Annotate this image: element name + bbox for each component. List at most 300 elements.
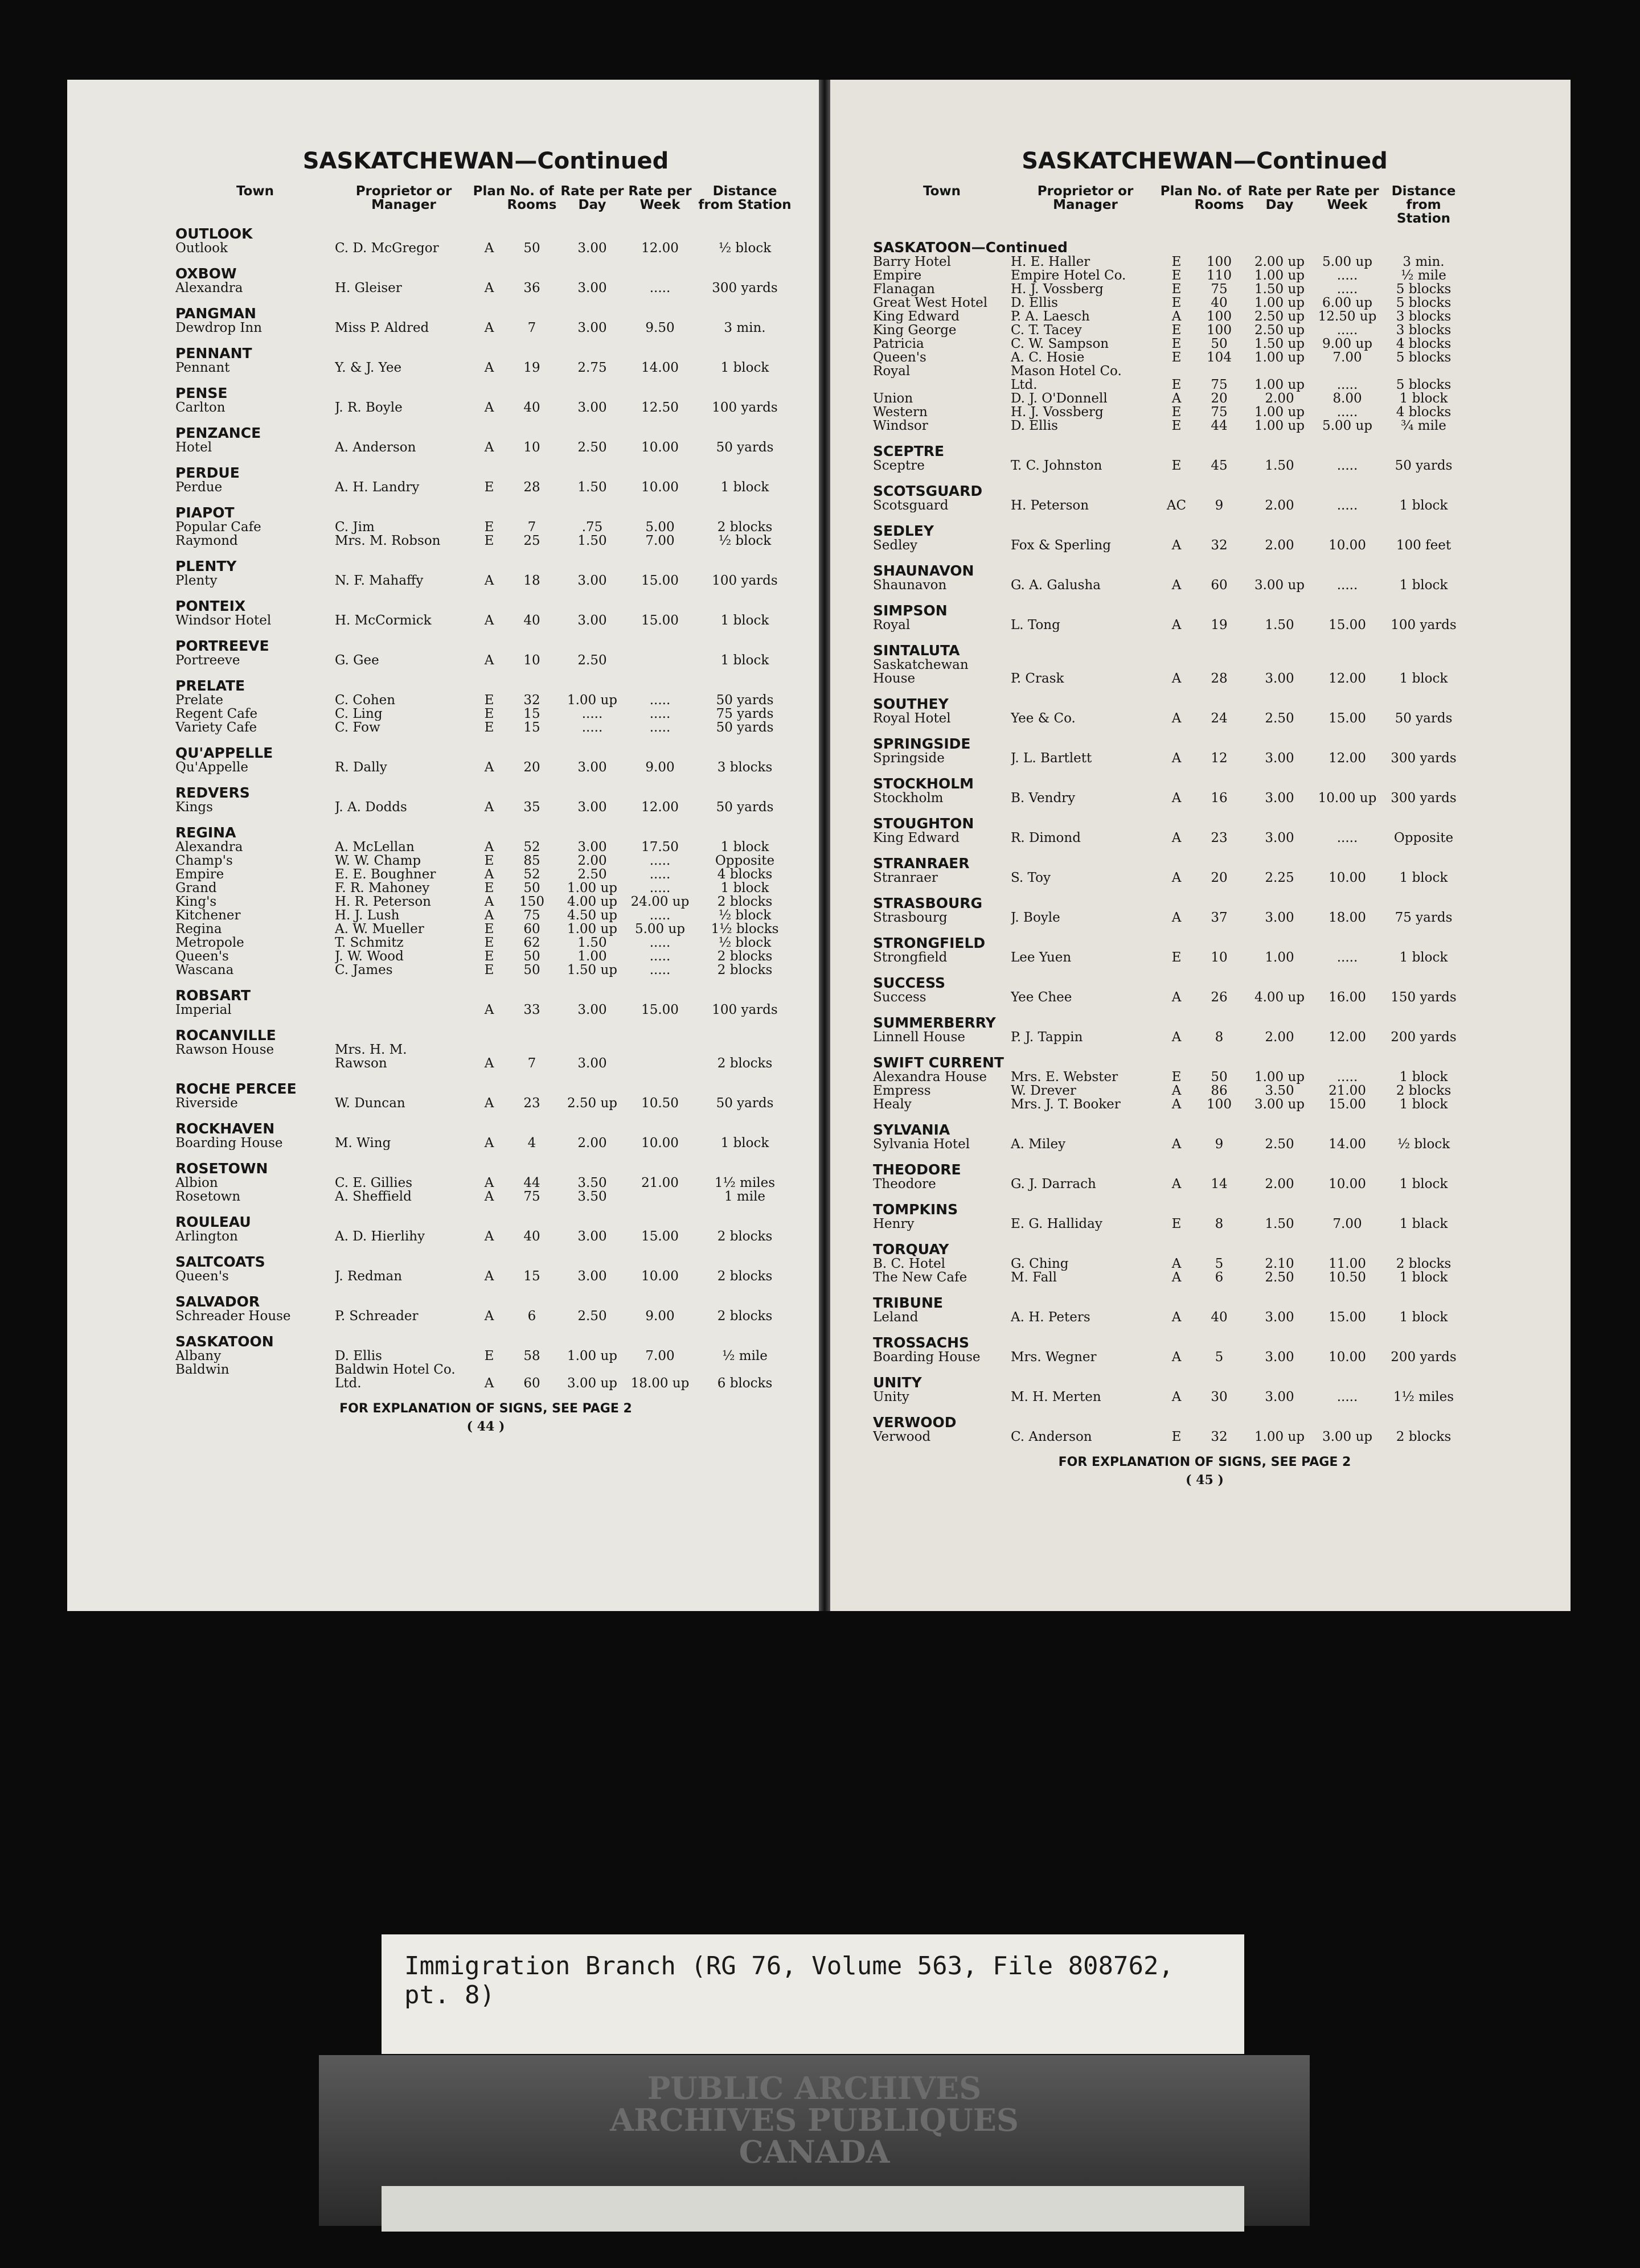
rooms: 100 [1207, 310, 1232, 323]
rate-per-week: 9.50 [645, 321, 675, 335]
town-section [175, 1082, 796, 1110]
plan: A [484, 1230, 494, 1243]
plan: E [1171, 282, 1182, 296]
distance: 2 blocks [717, 963, 773, 977]
proprietor: Baldwin Hotel Co. [335, 1363, 456, 1377]
rate-per-week: ..... [1336, 951, 1358, 964]
rate-per-week: ..... [649, 854, 671, 868]
plan: A [484, 761, 494, 774]
right-page [830, 80, 1571, 1611]
proprietor: P. Crask [1011, 672, 1064, 685]
hotel-name: Henry [873, 1217, 915, 1231]
plan: A [484, 361, 494, 375]
book-spine [819, 80, 830, 1611]
rate-per-day: 1.50 [1265, 1217, 1294, 1231]
rooms: 60 [1211, 578, 1228, 592]
proprietor: A. C. Hosie [1011, 351, 1085, 364]
rate-per-day: 2.50 [577, 868, 607, 881]
town-name: ROCHE PERCEE [175, 1080, 297, 1097]
distance: 2 blocks [717, 1057, 773, 1070]
distance: 2 blocks [1396, 1084, 1452, 1098]
distance: ½ mile [1401, 269, 1446, 282]
plan: A [1171, 1030, 1182, 1044]
hotel-row [873, 323, 1536, 337]
hotel-row [873, 672, 1536, 685]
town-section [175, 1028, 796, 1070]
hotel-row [175, 1363, 796, 1377]
distance: 3 min. [724, 321, 766, 335]
col-distance: Distance from Station [698, 184, 792, 212]
proprietor: Empire Hotel Co. [1011, 269, 1126, 282]
plan: A [1171, 618, 1182, 632]
rooms: 4 [527, 1136, 536, 1150]
plan: A [1171, 1310, 1182, 1324]
proprietor: A. Anderson [335, 441, 416, 454]
hotel-name: Empress [873, 1084, 931, 1098]
hotel-row [175, 241, 796, 255]
town-name: STOUGHTON [873, 815, 974, 832]
plan: A [484, 840, 494, 854]
plan: A [1171, 1271, 1182, 1284]
hotel-row [175, 761, 796, 774]
hotel-name: Union [873, 392, 913, 405]
hotel-row [873, 1030, 1536, 1044]
town-name: PENNANT [175, 345, 252, 361]
rooms: 100 [1207, 1098, 1232, 1111]
hotel-name: Kitchener [175, 909, 241, 922]
hotel-name: Imperial [175, 1003, 232, 1017]
town-name: SINTALUTA [873, 642, 960, 659]
rate-per-day: ..... [581, 707, 603, 721]
town-section [175, 506, 796, 548]
distance: 100 yards [712, 1003, 778, 1017]
rate-per-week: 12.50 [641, 401, 679, 414]
rate-per-week [1314, 364, 1381, 378]
rooms: 10 [523, 654, 540, 667]
rate-per-week: ..... [1336, 1390, 1358, 1404]
col-rooms: No. of Rooms [1194, 184, 1244, 212]
rate-per-day: 2.00 up [1254, 255, 1305, 269]
proprietor: A. McLellan [335, 840, 415, 854]
page-header: SASKATCHEWAN—Continued [1022, 148, 1388, 174]
plan: A [1171, 1257, 1182, 1271]
rate-per-week: ..... [1336, 405, 1358, 419]
rate-per-week: ..... [1336, 282, 1358, 296]
town-section [873, 1123, 1536, 1151]
hotel-name: Stockholm [873, 791, 944, 805]
proprietor: Rawson [335, 1057, 387, 1070]
rate-per-week: 21.00 [1329, 1084, 1366, 1098]
rooms: 50 [523, 963, 540, 977]
rate-per-day: 1.00 up [567, 693, 618, 707]
plan: E [1171, 296, 1182, 310]
hotel-row [175, 1349, 796, 1363]
proprietor: P. Schreader [335, 1309, 419, 1323]
proprietor: Y. & J. Yee [335, 361, 402, 375]
rate-per-day: 1.00 up [1254, 1430, 1305, 1444]
proprietor: G. J. Darrach [1011, 1177, 1096, 1191]
rate-per-week: ..... [1336, 499, 1358, 512]
rate-per-week: 14.00 [641, 361, 679, 375]
rate-per-day: 3.50 [1265, 1084, 1294, 1098]
plan: A [484, 895, 494, 909]
rate-per-week: 9.00 [645, 1309, 675, 1323]
proprietor [335, 1003, 473, 1017]
rate-per-day: 1.50 up [1254, 282, 1305, 296]
distance: 50 yards [1395, 712, 1453, 725]
rooms: 12 [1211, 751, 1228, 765]
rooms: 5 [1215, 1257, 1224, 1271]
hotel-row [873, 1137, 1536, 1151]
hotel-row [873, 1310, 1536, 1324]
rate-per-week: 10.00 [1329, 871, 1366, 885]
town-name: SCEPTRE [873, 443, 945, 459]
rooms: 9 [1215, 499, 1224, 512]
rate-per-day: 1.50 [1265, 618, 1294, 632]
rate-per-week [1314, 658, 1381, 672]
proprietor: C. E. Gillies [335, 1176, 413, 1190]
stamp-line: PUBLIC ARCHIVES [647, 2070, 982, 2106]
rooms: 75 [1211, 378, 1228, 392]
plan: A [1171, 1177, 1182, 1191]
proprietor: A. H. Landry [335, 480, 420, 494]
town-section [873, 1375, 1536, 1404]
distance: 50 yards [1395, 459, 1453, 472]
rate-per-day: 3.00 [1265, 672, 1294, 685]
town-name: SOUTHEY [873, 696, 949, 712]
distance: 1 block [1399, 871, 1448, 885]
distance: 1½ miles [714, 1176, 776, 1190]
rate-per-day: .75 [581, 520, 603, 534]
hotel-row [175, 1309, 796, 1323]
col-plan: Plan [473, 184, 506, 199]
town-name: SYLVANIA [873, 1121, 950, 1138]
column-headers [175, 184, 796, 212]
rate-per-day: 1.00 up [567, 1349, 618, 1363]
plan: A [484, 909, 494, 922]
rate-per-week: 15.00 [1329, 712, 1366, 725]
rate-per-week: ..... [649, 963, 671, 977]
proprietor: C. D. McGregor [335, 241, 439, 255]
rooms: 18 [523, 574, 540, 587]
plan: E [484, 854, 494, 868]
plan: A [484, 1096, 494, 1110]
town-name: ROULEAU [175, 1214, 251, 1230]
rate-per-day: 3.00 [1265, 791, 1294, 805]
hotel-row [873, 310, 1536, 323]
town-section [175, 599, 796, 627]
rooms: 150 [519, 895, 544, 909]
hotel-row [873, 1390, 1536, 1404]
proprietor: C. W. Sampson [1011, 337, 1109, 351]
proprietor: E. G. Halliday [1011, 1217, 1102, 1231]
rate-per-day: 2.10 [1265, 1257, 1294, 1271]
hotel-row [873, 991, 1536, 1004]
hotel-row [175, 693, 796, 707]
hotel-name: Strongfield [873, 951, 948, 964]
rate-per-day: 4.00 up [567, 895, 618, 909]
hotel-row [175, 1176, 796, 1190]
plan: A [1171, 911, 1182, 925]
hotel-row [873, 1098, 1536, 1111]
rate-per-day: 1.00 up [1254, 405, 1305, 419]
town-section [175, 426, 796, 454]
plan: A [1171, 1350, 1182, 1364]
rate-per-week: ..... [1336, 323, 1358, 337]
town-name: PRELATE [175, 677, 245, 694]
distance: 50 yards [716, 800, 774, 814]
town-name: REDVERS [175, 784, 250, 801]
hotel-name: Saskatchewan [873, 658, 969, 672]
rate-per-day: 1.50 up [1254, 337, 1305, 351]
plan: A [484, 281, 494, 295]
hotel-name: Plenty [175, 574, 218, 587]
right-page-content [873, 148, 1536, 1488]
rooms: 40 [1211, 1310, 1228, 1324]
rooms: 19 [1211, 618, 1228, 632]
plan: E [484, 480, 494, 494]
proprietor: H. R. Peterson [335, 895, 431, 909]
distance: 2 blocks [1396, 1430, 1452, 1444]
hotel-name: Sylvania Hotel [873, 1137, 970, 1151]
proprietor: C. Anderson [1011, 1430, 1092, 1444]
hotel-name: Royal [873, 364, 911, 378]
proprietor: E. E. Boughner [335, 868, 436, 881]
plan: E [1171, 269, 1182, 282]
hotel-row [873, 392, 1536, 405]
hotel-row [175, 401, 796, 414]
col-rate-week: Rate per Week [1315, 184, 1379, 212]
hotel-name: Empire [873, 269, 922, 282]
rate-per-week [626, 1043, 694, 1057]
hotel-row [175, 1230, 796, 1243]
town-name: STRASBOURG [873, 895, 983, 911]
hotel-name: Royal Hotel [873, 712, 951, 725]
rooms: 32 [1211, 539, 1228, 552]
proprietor: C. Cohen [335, 693, 396, 707]
hotel-name: Perdue [175, 480, 223, 494]
proprietor: C. Ling [335, 707, 383, 721]
rate-per-week: ..... [649, 281, 671, 295]
rate-per-day: 1.50 [577, 936, 607, 950]
proprietor: J. L. Bartlett [1011, 751, 1092, 765]
town-section [175, 559, 796, 587]
distance: 50 yards [716, 693, 774, 707]
hotel-name: Flanagan [873, 282, 935, 296]
rate-per-day: 1.00 up [1254, 1070, 1305, 1084]
distance: ½ block [718, 936, 772, 950]
plan: A [484, 441, 494, 454]
town-name: SASKATOON—Continued [873, 239, 1068, 256]
distance: 1½ blocks [711, 922, 779, 936]
rate-per-week: 17.50 [641, 840, 679, 854]
rate-per-week: 21.00 [641, 1176, 679, 1190]
rate-per-week: ..... [649, 909, 671, 922]
town-name: QU'APPELLE [175, 745, 273, 761]
hotel-name: Boarding House [175, 1136, 283, 1150]
rate-per-day: 2.00 [1265, 392, 1294, 405]
hotel-row [873, 578, 1536, 592]
rooms [506, 1363, 558, 1377]
hotel-row [175, 520, 796, 534]
proprietor: Fox & Sperling [1011, 539, 1111, 552]
hotel-row [873, 282, 1536, 296]
proprietor: W. Drever [1011, 1084, 1076, 1098]
proprietor: R. Dimond [1011, 831, 1081, 845]
rate-per-week: 15.00 [641, 1003, 679, 1017]
distance: 4 blocks [1396, 405, 1452, 419]
plan: A [484, 1309, 494, 1323]
town-name: TORQUAY [873, 1241, 949, 1258]
town-name: REGINA [175, 824, 236, 841]
rooms: 32 [1211, 1430, 1228, 1444]
hotel-row [175, 654, 796, 667]
plan: E [1171, 323, 1182, 337]
town-section [175, 988, 796, 1017]
hotel-row [175, 614, 796, 627]
distance: 100 feet [1396, 539, 1452, 552]
town-name: STRONGFIELD [873, 935, 986, 951]
rate-per-day: 3.00 [577, 1230, 607, 1243]
proprietor: Mrs. M. Robson [335, 534, 441, 548]
proprietor: Ltd. [335, 1377, 362, 1390]
hotel-name: Western [873, 405, 928, 419]
rooms: 24 [1211, 712, 1228, 725]
hotel-row [175, 800, 796, 814]
distance: 4 blocks [717, 868, 773, 881]
hotel-row [175, 909, 796, 922]
rate-per-day: 3.00 [1265, 1390, 1294, 1404]
rate-per-week: 10.00 [1329, 1177, 1366, 1191]
hotel-name: Riverside [175, 1096, 238, 1110]
rooms: 30 [1211, 1390, 1228, 1404]
rooms: 50 [1211, 1070, 1228, 1084]
plan: A [1171, 539, 1182, 552]
distance: 2 blocks [717, 895, 773, 909]
hotel-row [873, 405, 1536, 419]
plan: A [484, 1190, 494, 1203]
rate-per-week: 15.00 [641, 1230, 679, 1243]
town-section [873, 856, 1536, 885]
label-strip [382, 2186, 1244, 2232]
distance: 200 yards [1391, 1350, 1457, 1364]
town-section [873, 524, 1536, 552]
town-section [873, 1242, 1536, 1284]
rooms: 75 [1211, 282, 1228, 296]
plan: A [1171, 1137, 1182, 1151]
footer-note: FOR EXPLANATION OF SIGNS, SEE PAGE 2 [339, 1402, 632, 1416]
proprietor: W. Duncan [335, 1096, 405, 1110]
col-town: Town [922, 184, 961, 199]
distance: 2 blocks [717, 520, 773, 534]
rooms: 62 [523, 936, 540, 950]
hotel-name: Dewdrop Inn [175, 321, 263, 335]
proprietor: Mrs. J. T. Booker [1011, 1098, 1121, 1111]
rate-per-week: 8.00 [1332, 392, 1362, 405]
distance: 1 block [1399, 578, 1448, 592]
rooms: 6 [527, 1309, 536, 1323]
proprietor: J. W. Wood [335, 950, 404, 963]
hotel-name: Verwood [873, 1430, 931, 1444]
town-section [175, 266, 796, 295]
distance: 1 block [1399, 1070, 1448, 1084]
proprietor: P. J. Tappin [1011, 1030, 1083, 1044]
hotel-name [175, 1377, 335, 1390]
proprietor: G. Ching [1011, 1257, 1069, 1271]
hotel-name: Great West Hotel [873, 296, 988, 310]
hotel-name: Sedley [873, 539, 918, 552]
rooms: 44 [1211, 419, 1228, 433]
plan: E [484, 534, 494, 548]
proprietor: Mason Hotel Co. [1011, 364, 1122, 378]
rooms: 52 [523, 840, 540, 854]
hotel-row [175, 1096, 796, 1110]
hotel-name: Theodore [873, 1177, 936, 1191]
distance: 1 block [720, 1136, 769, 1150]
plan: E [484, 963, 494, 977]
rate-per-day: 2.50 up [1254, 323, 1305, 337]
hotel-name: Queen's [175, 1269, 229, 1283]
col-rate-day: Rate per Day [560, 184, 624, 212]
rate-per-week: 10.00 [641, 441, 679, 454]
distance: 50 yards [716, 441, 774, 454]
rate-per-day: 1.00 up [567, 881, 618, 895]
plan: A [484, 1136, 494, 1150]
rooms: 20 [523, 761, 540, 774]
proprietor: Yee & Co. [1011, 712, 1076, 725]
proprietor: R. Dally [335, 761, 387, 774]
hotel-row [873, 1084, 1536, 1098]
proprietor: A. Miley [1011, 1137, 1066, 1151]
plan: A [1171, 831, 1182, 845]
hotel-row [873, 911, 1536, 925]
hotel-row [873, 269, 1536, 282]
rooms: 85 [523, 854, 540, 868]
hotel-row [175, 707, 796, 721]
rate-per-day [1245, 658, 1314, 672]
col-rate-day: Rate per Day [1248, 184, 1311, 212]
rate-per-week: 14.00 [1329, 1137, 1366, 1151]
hotel-row [873, 459, 1536, 472]
rooms: 58 [523, 1349, 540, 1363]
hotel-name: Carlton [175, 401, 226, 414]
hotel-row [873, 1177, 1536, 1191]
rate-per-day: 3.00 [1265, 911, 1294, 925]
plan: A [1171, 871, 1182, 885]
rate-per-day: 3.00 [577, 1269, 607, 1283]
hotel-name: King Edward [873, 310, 960, 323]
town-section [873, 484, 1536, 512]
distance: 1 block [1399, 951, 1448, 964]
proprietor: T. C. Johnston [1011, 459, 1102, 472]
rate-per-day: 3.00 [577, 1057, 607, 1070]
rate-per-week: 11.00 [1329, 1257, 1366, 1271]
rate-per-day: 3.00 [577, 840, 607, 854]
hotel-row [175, 854, 796, 868]
rate-per-week [626, 1057, 694, 1070]
hotel-row [175, 1377, 796, 1390]
rate-per-day: 2.00 [1265, 539, 1294, 552]
distance: 75 yards [1395, 911, 1453, 925]
distance: 1 block [720, 480, 769, 494]
rooms: 8 [1215, 1030, 1224, 1044]
rate-per-day: 2.50 up [1254, 310, 1305, 323]
rate-per-week: ..... [1336, 459, 1358, 472]
stamp-line: ARCHIVES PUBLIQUES [610, 2102, 1019, 2138]
town-section [175, 639, 796, 667]
town-name: OXBOW [175, 265, 237, 282]
hotel-row [873, 1271, 1536, 1284]
